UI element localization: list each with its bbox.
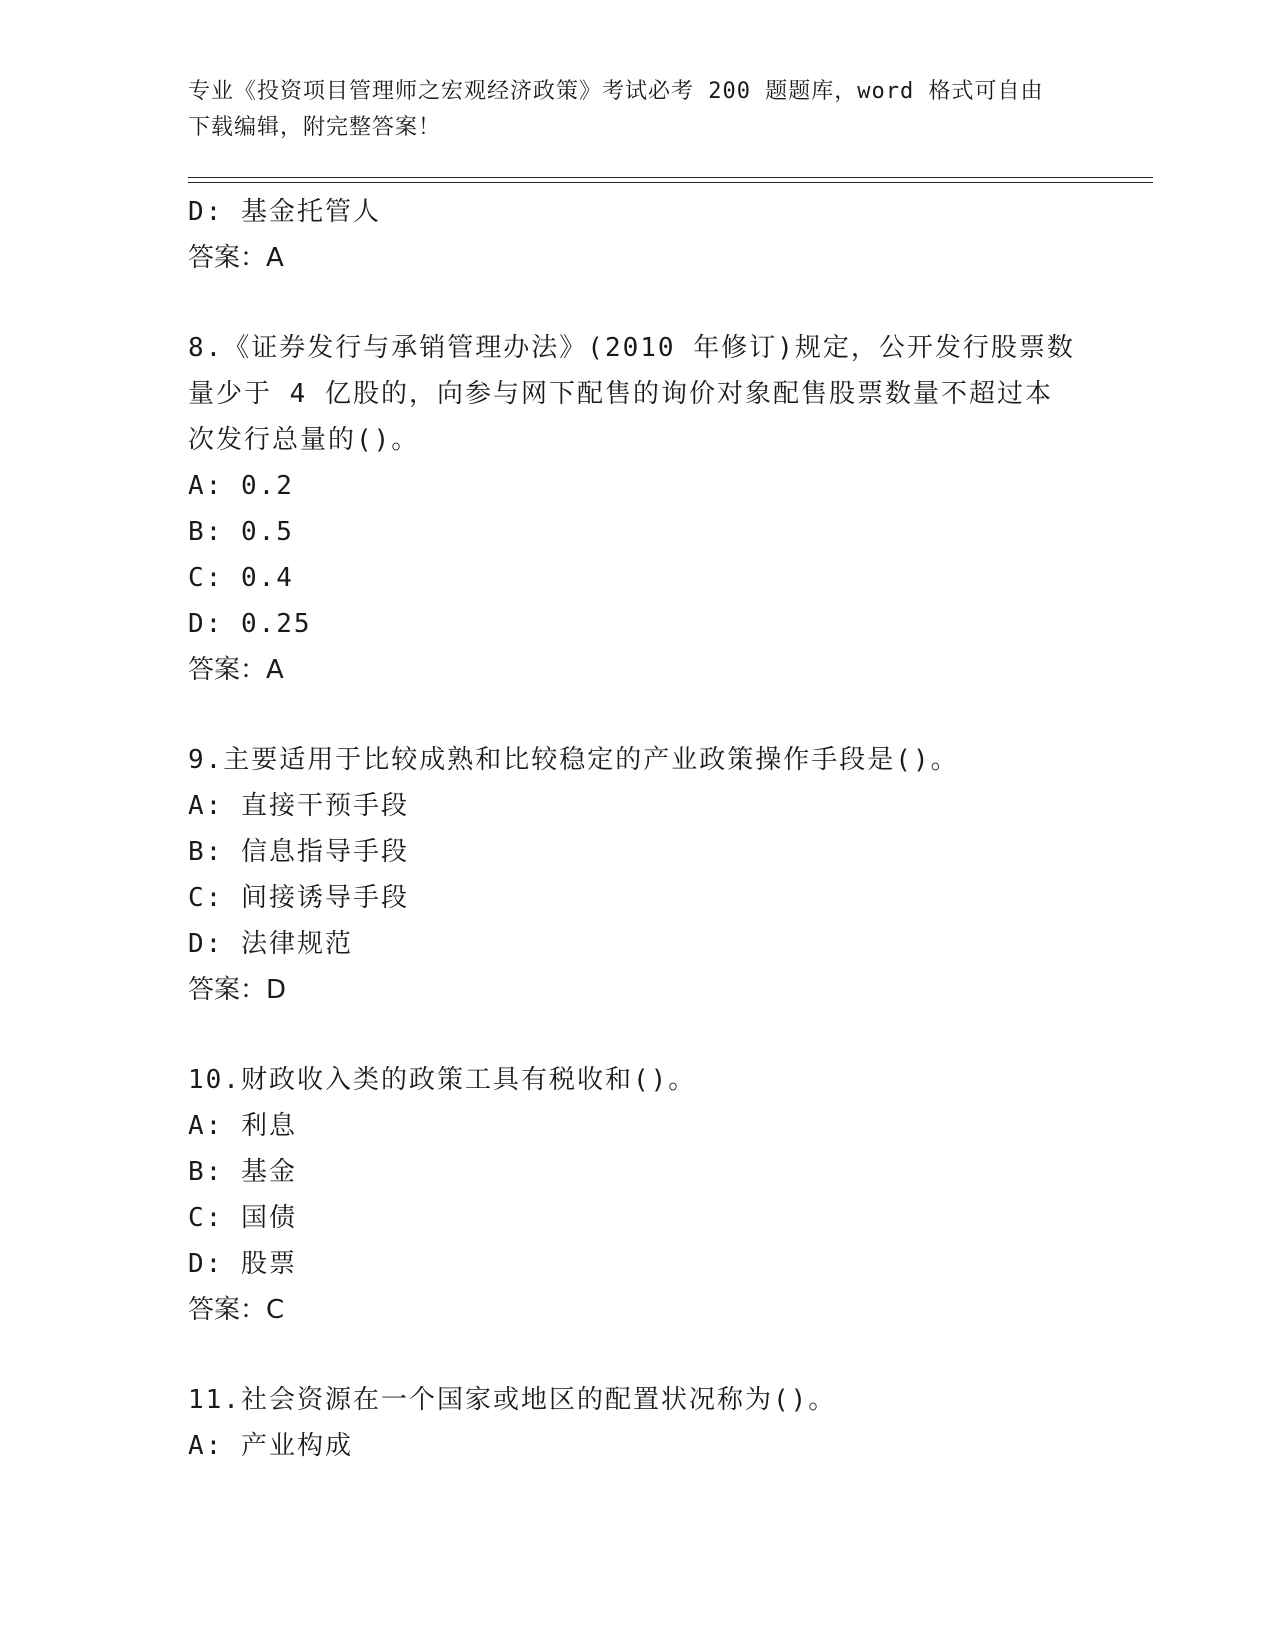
- option-d: D: 0.25: [188, 609, 312, 639]
- header-line-2: 下载编辑，附完整答案！: [188, 115, 442, 140]
- spacer: [188, 1013, 1088, 1057]
- answer-line: 答案：D: [188, 975, 287, 1005]
- question-10: [188, 1057, 1088, 1333]
- answer-line: 答案：A: [188, 243, 284, 273]
- question-stem-line: 次发行总量的()。: [188, 425, 420, 455]
- option-a: A: 产业构成: [188, 1431, 353, 1461]
- option-b: B: 信息指导手段: [188, 837, 409, 867]
- header-rule-top: [188, 177, 1153, 178]
- option-b: B: 基金: [188, 1157, 297, 1187]
- question-8: [188, 325, 1088, 693]
- question-stem-line: 9.主要适用于比较成熟和比较稳定的产业政策操作手段是()。: [188, 745, 959, 775]
- question-stem-line: 10.财政收入类的政策工具有税收和()。: [188, 1065, 697, 1095]
- question-stem-line: 8.《证券发行与承销管理办法》(2010 年修订)规定，公开发行股票数: [188, 333, 1075, 363]
- header-rule-bottom: [188, 182, 1153, 183]
- option-c: C: 0.4: [188, 563, 294, 593]
- previous-question-tail: [188, 189, 1088, 281]
- option-d: D: 基金托管人: [188, 197, 381, 227]
- option-a: A: 0.2: [188, 471, 294, 501]
- spacer: [188, 693, 1088, 737]
- header-line-1: 专业《投资项目管理师之宏观经济政策》考试必考 200 题题库，word 格式可自由: [188, 79, 1044, 104]
- question-stem-line: 量少于 4 亿股的，向参与网下配售的询价对象配售股票数量不超过本: [188, 379, 1053, 409]
- option-b: B: 0.5: [188, 517, 294, 547]
- answer-line: 答案：A: [188, 655, 284, 685]
- option-c: C: 国债: [188, 1203, 297, 1233]
- option-d: D: 法律规范: [188, 929, 353, 959]
- question-stem-line: 11.社会资源在一个国家或地区的配置状况称为()。: [188, 1385, 837, 1415]
- question-9: [188, 737, 1088, 1013]
- option-a: A: 利息: [188, 1111, 297, 1141]
- document-header: [188, 74, 1068, 146]
- answer-line: 答案：C: [188, 1295, 285, 1325]
- spacer: [188, 1333, 1088, 1377]
- spacer: [188, 281, 1088, 325]
- question-list: [188, 189, 1088, 1469]
- question-11: [188, 1377, 1088, 1469]
- option-c: C: 间接诱导手段: [188, 883, 409, 913]
- option-d: D: 股票: [188, 1249, 297, 1279]
- option-a: A: 直接干预手段: [188, 791, 409, 821]
